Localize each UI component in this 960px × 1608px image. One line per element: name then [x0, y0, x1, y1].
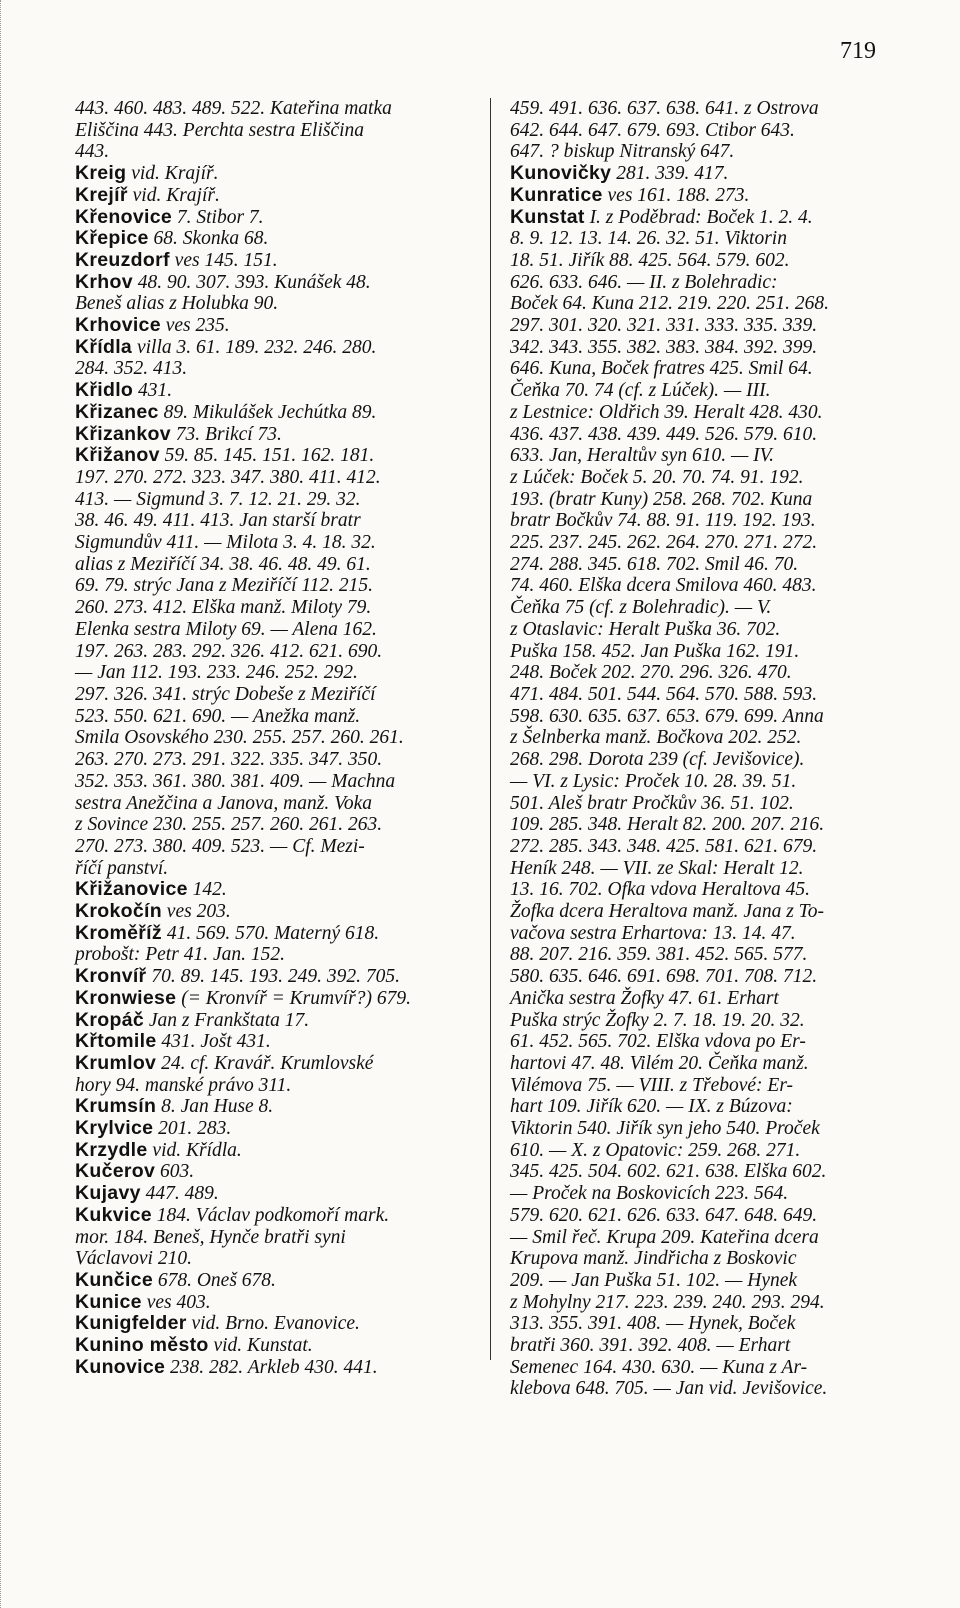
- index-line: [75, 98, 475, 120]
- index-line: [75, 380, 475, 402]
- index-headword: Křižanovice: [75, 878, 188, 901]
- index-entry-text: 197. 270. 272. 323. 347. 380. 411. 412.: [75, 466, 381, 488]
- index-line: [510, 1227, 910, 1249]
- index-entry-text: Heník 248. — VII. ze Skal: Heralt 12.: [510, 857, 804, 879]
- index-headword: Krumsín: [75, 1095, 157, 1118]
- index-entry-text: 443. 460. 483. 489. 522. Kateřina matka: [75, 98, 392, 119]
- index-line: [75, 771, 475, 793]
- index-line: [75, 402, 475, 424]
- index-line: [510, 1292, 910, 1314]
- index-entry-text: probošt: Petr 41. Jan. 152.: [75, 944, 285, 966]
- index-line: [75, 1248, 475, 1270]
- index-entry-text: ves 235.: [160, 315, 230, 337]
- index-line: [510, 1313, 910, 1335]
- index-line: [75, 1118, 475, 1140]
- index-line: [75, 684, 475, 706]
- index-line: [75, 250, 475, 272]
- index-entry-text: — VI. z Lysic: Proček 10. 28. 39. 51.: [510, 770, 797, 792]
- index-entry-text: 193. (bratr Kuny) 258. 268. 702. Kuna: [510, 488, 813, 510]
- index-entry-text: 274. 288. 345. 618. 702. Smil 46. 70.: [510, 553, 799, 575]
- index-headword: Kunstat: [510, 205, 585, 228]
- index-entry-text: villa 3. 61. 189. 232. 246. 280.: [132, 336, 377, 358]
- page-edge-marks: [0, 0, 5, 1608]
- index-entry-text: 61. 452. 565. 702. Elška vdova po Er-: [510, 1031, 806, 1053]
- index-entry-text: 352. 353. 361. 380. 381. 409. — Machna: [75, 770, 396, 792]
- index-entry-text: Sigmundův 411. — Milota 3. 4. 18. 32.: [75, 532, 376, 554]
- index-line: [510, 141, 910, 163]
- index-entry-text: 431.: [133, 380, 173, 402]
- index-entry-text: 297. 301. 320. 321. 331. 333. 335. 339.: [510, 315, 818, 337]
- index-headword: Krumlov: [75, 1051, 157, 1074]
- index-entry-text: 626. 633. 646. — II. z Bolehradic:: [510, 271, 778, 293]
- index-line: [510, 662, 910, 684]
- index-entry-text: 678. Oneš 678.: [152, 1269, 276, 1291]
- index-line: [510, 1096, 910, 1118]
- index-entry-text: 7. Stibor 7.: [172, 206, 264, 228]
- index-line: [75, 510, 475, 532]
- index-line: [510, 836, 910, 858]
- index-line: [75, 315, 475, 337]
- index-entry-text: 260. 273. 412. Elška manž. Miloty 79.: [75, 597, 372, 619]
- index-headword: Krhov: [75, 270, 133, 293]
- index-headword: Krejíř: [75, 183, 128, 206]
- index-line: [75, 1161, 475, 1183]
- index-entry-text: 74. 460. Elška dcera Smilova 460. 483.: [510, 575, 817, 597]
- index-entry-text: — Jan 112. 193. 233. 246. 252. 292.: [75, 662, 358, 684]
- index-entry-text: 579. 620. 621. 626. 633. 647. 648. 649.: [510, 1204, 818, 1226]
- index-headword: Kunovičky: [510, 162, 612, 185]
- index-entry-text: Beneš alias z Holubka 90.: [75, 293, 279, 315]
- index-line: [75, 424, 475, 446]
- index-entry-text: 443.: [75, 141, 110, 163]
- index-headword: Křidlo: [75, 379, 134, 402]
- index-headword: Kronvíř: [75, 965, 147, 988]
- index-entry-text: (= Kronvíř = Krumvíř?) 679.: [176, 987, 412, 1009]
- index-entry-text: 68. Skonka 68.: [148, 228, 269, 250]
- index-entry-text: ves 403.: [141, 1291, 211, 1313]
- index-line: [510, 532, 910, 554]
- right-column: [510, 98, 910, 1400]
- index-line: [75, 1075, 475, 1097]
- index-entry-text: z Lúček: Boček 5. 20. 70. 74. 91. 192.: [510, 466, 804, 488]
- index-line: [510, 1270, 910, 1292]
- index-headword: Krhovice: [75, 314, 161, 337]
- index-entry-text: alias z Meziříčí 34. 38. 46. 48. 49. 61.: [75, 553, 371, 575]
- index-entry-text: 225. 237. 245. 262. 264. 270. 271. 272.: [510, 532, 818, 554]
- index-line: [75, 879, 475, 901]
- index-line: [75, 858, 475, 880]
- index-entry-text: 459. 491. 636. 637. 638. 641. z Ostrova: [510, 98, 819, 119]
- index-line: [510, 879, 910, 901]
- index-headword: Křenovice: [75, 205, 172, 228]
- index-entry-text: 647. ? biskup Nitranský 647.: [510, 141, 735, 163]
- column-divider: [490, 98, 491, 1360]
- index-line: [75, 1227, 475, 1249]
- index-entry-text: 263. 270. 273. 291. 322. 335. 347. 350.: [75, 749, 383, 771]
- index-entry-text: 197. 263. 283. 292. 326. 412. 621. 690.: [75, 640, 383, 662]
- index-entry-text: 209. — Jan Puška 51. 102. — Hynek: [510, 1269, 798, 1291]
- index-entry-text: 523. 550. 621. 690. — Anežka manž.: [75, 705, 361, 727]
- index-headword: Křepice: [75, 227, 149, 250]
- index-line: [510, 619, 910, 641]
- index-line: [510, 771, 910, 793]
- index-entry-text: mor. 184. Beneš, Hynče bratři syni: [75, 1226, 346, 1248]
- index-entry-text: 18. 51. Jiřík 88. 425. 564. 579. 602.: [510, 249, 790, 271]
- index-entry-text: hory 94. manské právo 311.: [75, 1074, 292, 1096]
- index-line: [75, 575, 475, 597]
- index-entry-text: Vilémova 75. — VIII. z Třebové: Er-: [510, 1074, 794, 1096]
- index-entry-text: 238. 282. Arkleb 430. 441.: [165, 1356, 378, 1378]
- index-entry-text: 297. 326. 341. strýc Dobeše z Meziříčí: [75, 683, 376, 705]
- index-line: [510, 1378, 910, 1400]
- index-line: [75, 445, 475, 467]
- index-line: [510, 445, 910, 467]
- index-line: [510, 923, 910, 945]
- index-headword: Kreuzdorf: [75, 248, 170, 271]
- index-line: [75, 1357, 475, 1379]
- index-line: [75, 749, 475, 771]
- index-line: [510, 315, 910, 337]
- index-line: [510, 1140, 910, 1162]
- index-entry-text: 69. 79. strýc Jana z Meziříčí 112. 215.: [75, 575, 374, 597]
- index-entry-text: Viktorin 540. Jiřík syn jeho 540. Proček: [510, 1118, 820, 1140]
- index-line: [75, 619, 475, 641]
- index-entry-text: vid. Křídla.: [147, 1139, 242, 1161]
- index-line: [510, 467, 910, 489]
- index-entry-text: z Mohylny 217. 223. 239. 240. 293. 294.: [510, 1291, 825, 1313]
- index-entry-text: Jan z Frankštata 17.: [143, 1009, 310, 1031]
- index-line: [75, 1313, 475, 1335]
- index-entry-text: I. z Poděbrad: Boček 1. 2. 4.: [584, 206, 813, 228]
- index-line: [510, 706, 910, 728]
- index-line: [510, 966, 910, 988]
- index-line: [75, 1140, 475, 1162]
- index-line: [510, 988, 910, 1010]
- index-entry-text: Žofka dcera Heraltova manž. Jana z To-: [510, 901, 824, 923]
- index-entry-text: 580. 635. 646. 691. 698. 701. 708. 712.: [510, 966, 818, 988]
- index-entry-text: 501. Aleš bratr Pročkův 36. 51. 102.: [510, 792, 794, 814]
- index-headword: Krylvice: [75, 1117, 154, 1140]
- index-headword: Kunčice: [75, 1268, 153, 1291]
- index-entry-text: Čeňka 70. 74 (cf. z Lúček). — III.: [510, 380, 771, 402]
- index-entry-text: Smila Osovského 230. 255. 257. 260. 261.: [75, 727, 404, 749]
- index-entry-text: 598. 630. 635. 637. 653. 679. 699. Anna: [510, 705, 824, 727]
- index-entry-text: 109. 285. 348. Heralt 82. 200. 207. 216.: [510, 814, 825, 836]
- index-entry-text: vačova sestra Erhartova: 13. 14. 47.: [510, 922, 796, 944]
- index-line: [510, 814, 910, 836]
- index-line: [75, 988, 475, 1010]
- index-line: [510, 793, 910, 815]
- index-line: [75, 554, 475, 576]
- index-line: [75, 1096, 475, 1118]
- index-line: [75, 337, 475, 359]
- index-line: [75, 641, 475, 663]
- index-entry-text: 646. Kuna, Boček fratres 425. Smil 64.: [510, 358, 813, 380]
- index-entry-text: 13. 16. 702. Ofka vdova Heraltova 45.: [510, 879, 811, 901]
- index-line: [75, 1292, 475, 1314]
- index-entry-text: Puška strýc Žofky 2. 7. 18. 19. 20. 32.: [510, 1009, 805, 1031]
- index-line: [510, 1248, 910, 1270]
- index-line: [75, 228, 475, 250]
- index-entry-text: vid. Krajíř.: [126, 163, 219, 185]
- index-line: [75, 1053, 475, 1075]
- index-entry-text: vid. Kunstat.: [208, 1335, 313, 1357]
- index-entry-text: 24. cf. Kravář. Krumlovské: [156, 1052, 374, 1074]
- index-line: [75, 185, 475, 207]
- index-entry-text: Elenka sestra Miloty 69. — Alena 162.: [75, 618, 377, 640]
- index-headword: Křtomile: [75, 1030, 157, 1053]
- index-headword: Kunice: [75, 1290, 142, 1313]
- index-line: [510, 424, 910, 446]
- index-headword: Kronwiese: [75, 986, 177, 1009]
- index-entry-text: 8. Jan Huse 8.: [156, 1096, 274, 1118]
- index-entry-text: 447. 489.: [140, 1183, 219, 1205]
- index-line: [510, 1183, 910, 1205]
- index-line: [510, 1010, 910, 1032]
- index-entry-text: 270. 273. 380. 409. 523. — Cf. Mezi-: [75, 835, 365, 857]
- index-line: [510, 749, 910, 771]
- index-line: [510, 1075, 910, 1097]
- index-line: [510, 402, 910, 424]
- index-line: [75, 467, 475, 489]
- index-entry-text: 284. 352. 413.: [75, 358, 188, 380]
- index-headword: Kukvice: [75, 1203, 152, 1226]
- index-entry-text: 70. 89. 145. 193. 249. 392. 705.: [146, 966, 400, 988]
- index-line: [75, 727, 475, 749]
- index-headword: Kunovice: [75, 1355, 166, 1378]
- index-headword: Kreig: [75, 162, 127, 185]
- index-line: [510, 510, 910, 532]
- index-line: [510, 98, 910, 120]
- index-headword: Krzydle: [75, 1138, 148, 1161]
- index-line: [510, 1205, 910, 1227]
- index-line: [510, 944, 910, 966]
- index-entry-text: 268. 298. Dorota 239 (cf. Jevišovice).: [510, 749, 805, 771]
- index-entry-text: hartovi 47. 48. Vilém 20. Čeňka manž.: [510, 1052, 809, 1074]
- index-line: [510, 1031, 910, 1053]
- index-entry-text: z Šelnberka manž. Bočkova 202. 252.: [510, 727, 802, 749]
- left-column: [75, 98, 475, 1378]
- index-line: [510, 207, 910, 229]
- index-line: [75, 163, 475, 185]
- index-line: [510, 272, 910, 294]
- index-line: [75, 836, 475, 858]
- index-line: [75, 1335, 475, 1357]
- index-line: [75, 1205, 475, 1227]
- index-headword: Kunratice: [510, 183, 603, 206]
- index-entry-text: 8. 9. 12. 13. 14. 26. 32. 51. Viktorin: [510, 228, 787, 250]
- index-entry-text: 89. Mikulášek Jechútka 89.: [158, 401, 377, 423]
- index-entry-text: hart 109. Jiřík 620. — IX. z Búzova:: [510, 1096, 793, 1118]
- index-entry-text: 142.: [187, 879, 227, 901]
- index-line: [75, 120, 475, 142]
- index-line: [75, 293, 475, 315]
- index-entry-text: klebova 648. 705. — Jan vid. Jevišovice.: [510, 1378, 828, 1400]
- index-line: [75, 207, 475, 229]
- index-line: [510, 1335, 910, 1357]
- index-entry-text: Boček 64. Kuna 212. 219. 220. 251. 268.: [510, 293, 830, 315]
- index-headword: Kujavy: [75, 1182, 141, 1205]
- index-entry-text: 471. 484. 501. 544. 564. 570. 588. 593.: [510, 683, 818, 705]
- index-line: [75, 1031, 475, 1053]
- index-line: [510, 250, 910, 272]
- index-line: [75, 597, 475, 619]
- index-line: [75, 901, 475, 923]
- index-entry-text: 201. 283.: [153, 1118, 232, 1140]
- index-line: [510, 727, 910, 749]
- index-line: [510, 1357, 910, 1379]
- index-line: [510, 684, 910, 706]
- index-headword: Kroměříž: [75, 921, 162, 944]
- index-entry-text: vid. Krajíř.: [127, 184, 220, 206]
- index-line: [75, 944, 475, 966]
- index-line: [75, 272, 475, 294]
- index-entry-text: Anička sestra Žofky 47. 61. Erhart: [510, 987, 779, 1009]
- index-entry-text: Puška 158. 452. Jan Puška 162. 191.: [510, 640, 800, 662]
- index-line: [75, 358, 475, 380]
- index-entry-text: 281. 339. 417.: [611, 163, 729, 185]
- index-headword: Křižanov: [75, 444, 160, 467]
- index-entry-text: 345. 425. 504. 602. 621. 638. Elška 602.: [510, 1161, 827, 1183]
- index-entry-text: Eliščina 443. Perchta sestra Eliščina: [75, 119, 365, 141]
- index-headword: Křizanec: [75, 400, 159, 423]
- index-entry-text: bratr Bočkův 74. 88. 91. 119. 192. 193.: [510, 510, 816, 532]
- index-entry-text: 431. Jošt 431.: [156, 1031, 271, 1053]
- index-line: [75, 1183, 475, 1205]
- index-entry-text: Václavovi 210.: [75, 1248, 192, 1270]
- index-line: [75, 793, 475, 815]
- index-line: [510, 489, 910, 511]
- index-line: [75, 489, 475, 511]
- index-entry-text: z Lestnice: Oldřich 39. Heralt 428. 430.: [510, 401, 823, 423]
- index-line: [510, 1053, 910, 1075]
- index-entry-text: vid. Brno. Evanovice.: [186, 1313, 360, 1335]
- index-line: [510, 293, 910, 315]
- index-line: [510, 185, 910, 207]
- index-line: [510, 641, 910, 663]
- index-entry-text: 73. Brikcí 73.: [170, 423, 282, 445]
- index-entry-text: 59. 85. 145. 151. 162. 181.: [159, 445, 375, 467]
- index-headword: Křizankov: [75, 422, 171, 445]
- index-line: [75, 141, 475, 163]
- index-entry-text: 633. Jan, Heraltův syn 610. — IV.: [510, 445, 774, 467]
- index-headword: Kunino město: [75, 1334, 209, 1357]
- index-headword: Křídla: [75, 335, 133, 358]
- index-headword: Krokočín: [75, 900, 162, 923]
- index-line: [75, 532, 475, 554]
- index-entry-text: 184. Václav podkomoří mark.: [151, 1204, 390, 1226]
- index-line: [510, 120, 910, 142]
- index-entry-text: sestra Anežčina a Janova, manž. Voka: [75, 792, 372, 814]
- index-entry-text: 313. 355. 391. 408. — Hynek, Boček: [510, 1313, 796, 1335]
- index-line: [510, 1118, 910, 1140]
- index-line: [75, 814, 475, 836]
- index-entry-text: 342. 343. 355. 382. 383. 384. 392. 399.: [510, 336, 818, 358]
- index-line: [510, 358, 910, 380]
- index-line: [510, 380, 910, 402]
- index-line: [510, 1161, 910, 1183]
- index-line: [75, 966, 475, 988]
- index-entry-text: — Proček na Boskovicích 223. 564.: [510, 1183, 789, 1205]
- index-headword: Kropáč: [75, 1008, 144, 1031]
- index-entry-text: 610. — X. z Opatovic: 259. 268. 271.: [510, 1139, 801, 1161]
- index-line: [75, 662, 475, 684]
- index-entry-text: 436. 437. 438. 439. 449. 526. 579. 610.: [510, 423, 818, 445]
- index-headword: Kunigfelder: [75, 1312, 187, 1335]
- index-line: [510, 163, 910, 185]
- index-line: [75, 923, 475, 945]
- index-headword: Kučerov: [75, 1160, 156, 1183]
- index-entry-text: 413. — Sigmund 3. 7. 12. 21. 29. 32.: [75, 488, 361, 510]
- index-entry-text: Čeňka 75 (cf. z Bolehradic). — V.: [510, 597, 772, 619]
- index-entry-text: bratři 360. 391. 392. 408. — Erhart: [510, 1335, 791, 1357]
- index-entry-text: 88. 207. 216. 359. 381. 452. 565. 577.: [510, 944, 808, 966]
- index-entry-text: 48. 90. 307. 393. Kunášek 48.: [132, 271, 371, 293]
- index-entry-text: Semenec 164. 430. 630. — Kuna z Ar-: [510, 1356, 808, 1378]
- index-line: [75, 706, 475, 728]
- index-entry-text: 642. 644. 647. 679. 693. Ctibor 643.: [510, 119, 795, 141]
- index-line: [510, 337, 910, 359]
- index-line: [75, 1270, 475, 1292]
- index-entry-text: 248. Boček 202. 270. 296. 326. 470.: [510, 662, 792, 684]
- index-entry-text: ves 145. 151.: [169, 249, 278, 271]
- index-entry-text: 38. 46. 49. 411. 413. Jan starší bratr: [75, 510, 361, 532]
- index-line: [510, 858, 910, 880]
- index-entry-text: 603.: [155, 1161, 195, 1183]
- index-entry-text: ves 161. 188. 273.: [602, 184, 750, 206]
- index-entry-text: 272. 285. 343. 348. 425. 581. 621. 679.: [510, 835, 818, 857]
- index-entry-text: Krupova manž. Jindřicha z Boskovic: [510, 1248, 797, 1270]
- index-line: [510, 228, 910, 250]
- index-entry-text: říčí panství.: [75, 857, 169, 879]
- index-line: [510, 597, 910, 619]
- index-line: [510, 901, 910, 923]
- index-entry-text: ves 203.: [161, 901, 231, 923]
- index-line: [75, 1010, 475, 1032]
- index-entry-text: z Otaslavic: Heralt Puška 36. 702.: [510, 618, 781, 640]
- index-entry-text: — Smil řeč. Krupa 209. Kateřina dcera: [510, 1226, 819, 1248]
- index-line: [510, 575, 910, 597]
- index-entry-text: z Sovince 230. 255. 257. 260. 261. 263.: [75, 814, 383, 836]
- page-number: 719: [840, 38, 876, 64]
- index-line: [510, 554, 910, 576]
- index-entry-text: 41. 569. 570. Materný 618.: [161, 922, 380, 944]
